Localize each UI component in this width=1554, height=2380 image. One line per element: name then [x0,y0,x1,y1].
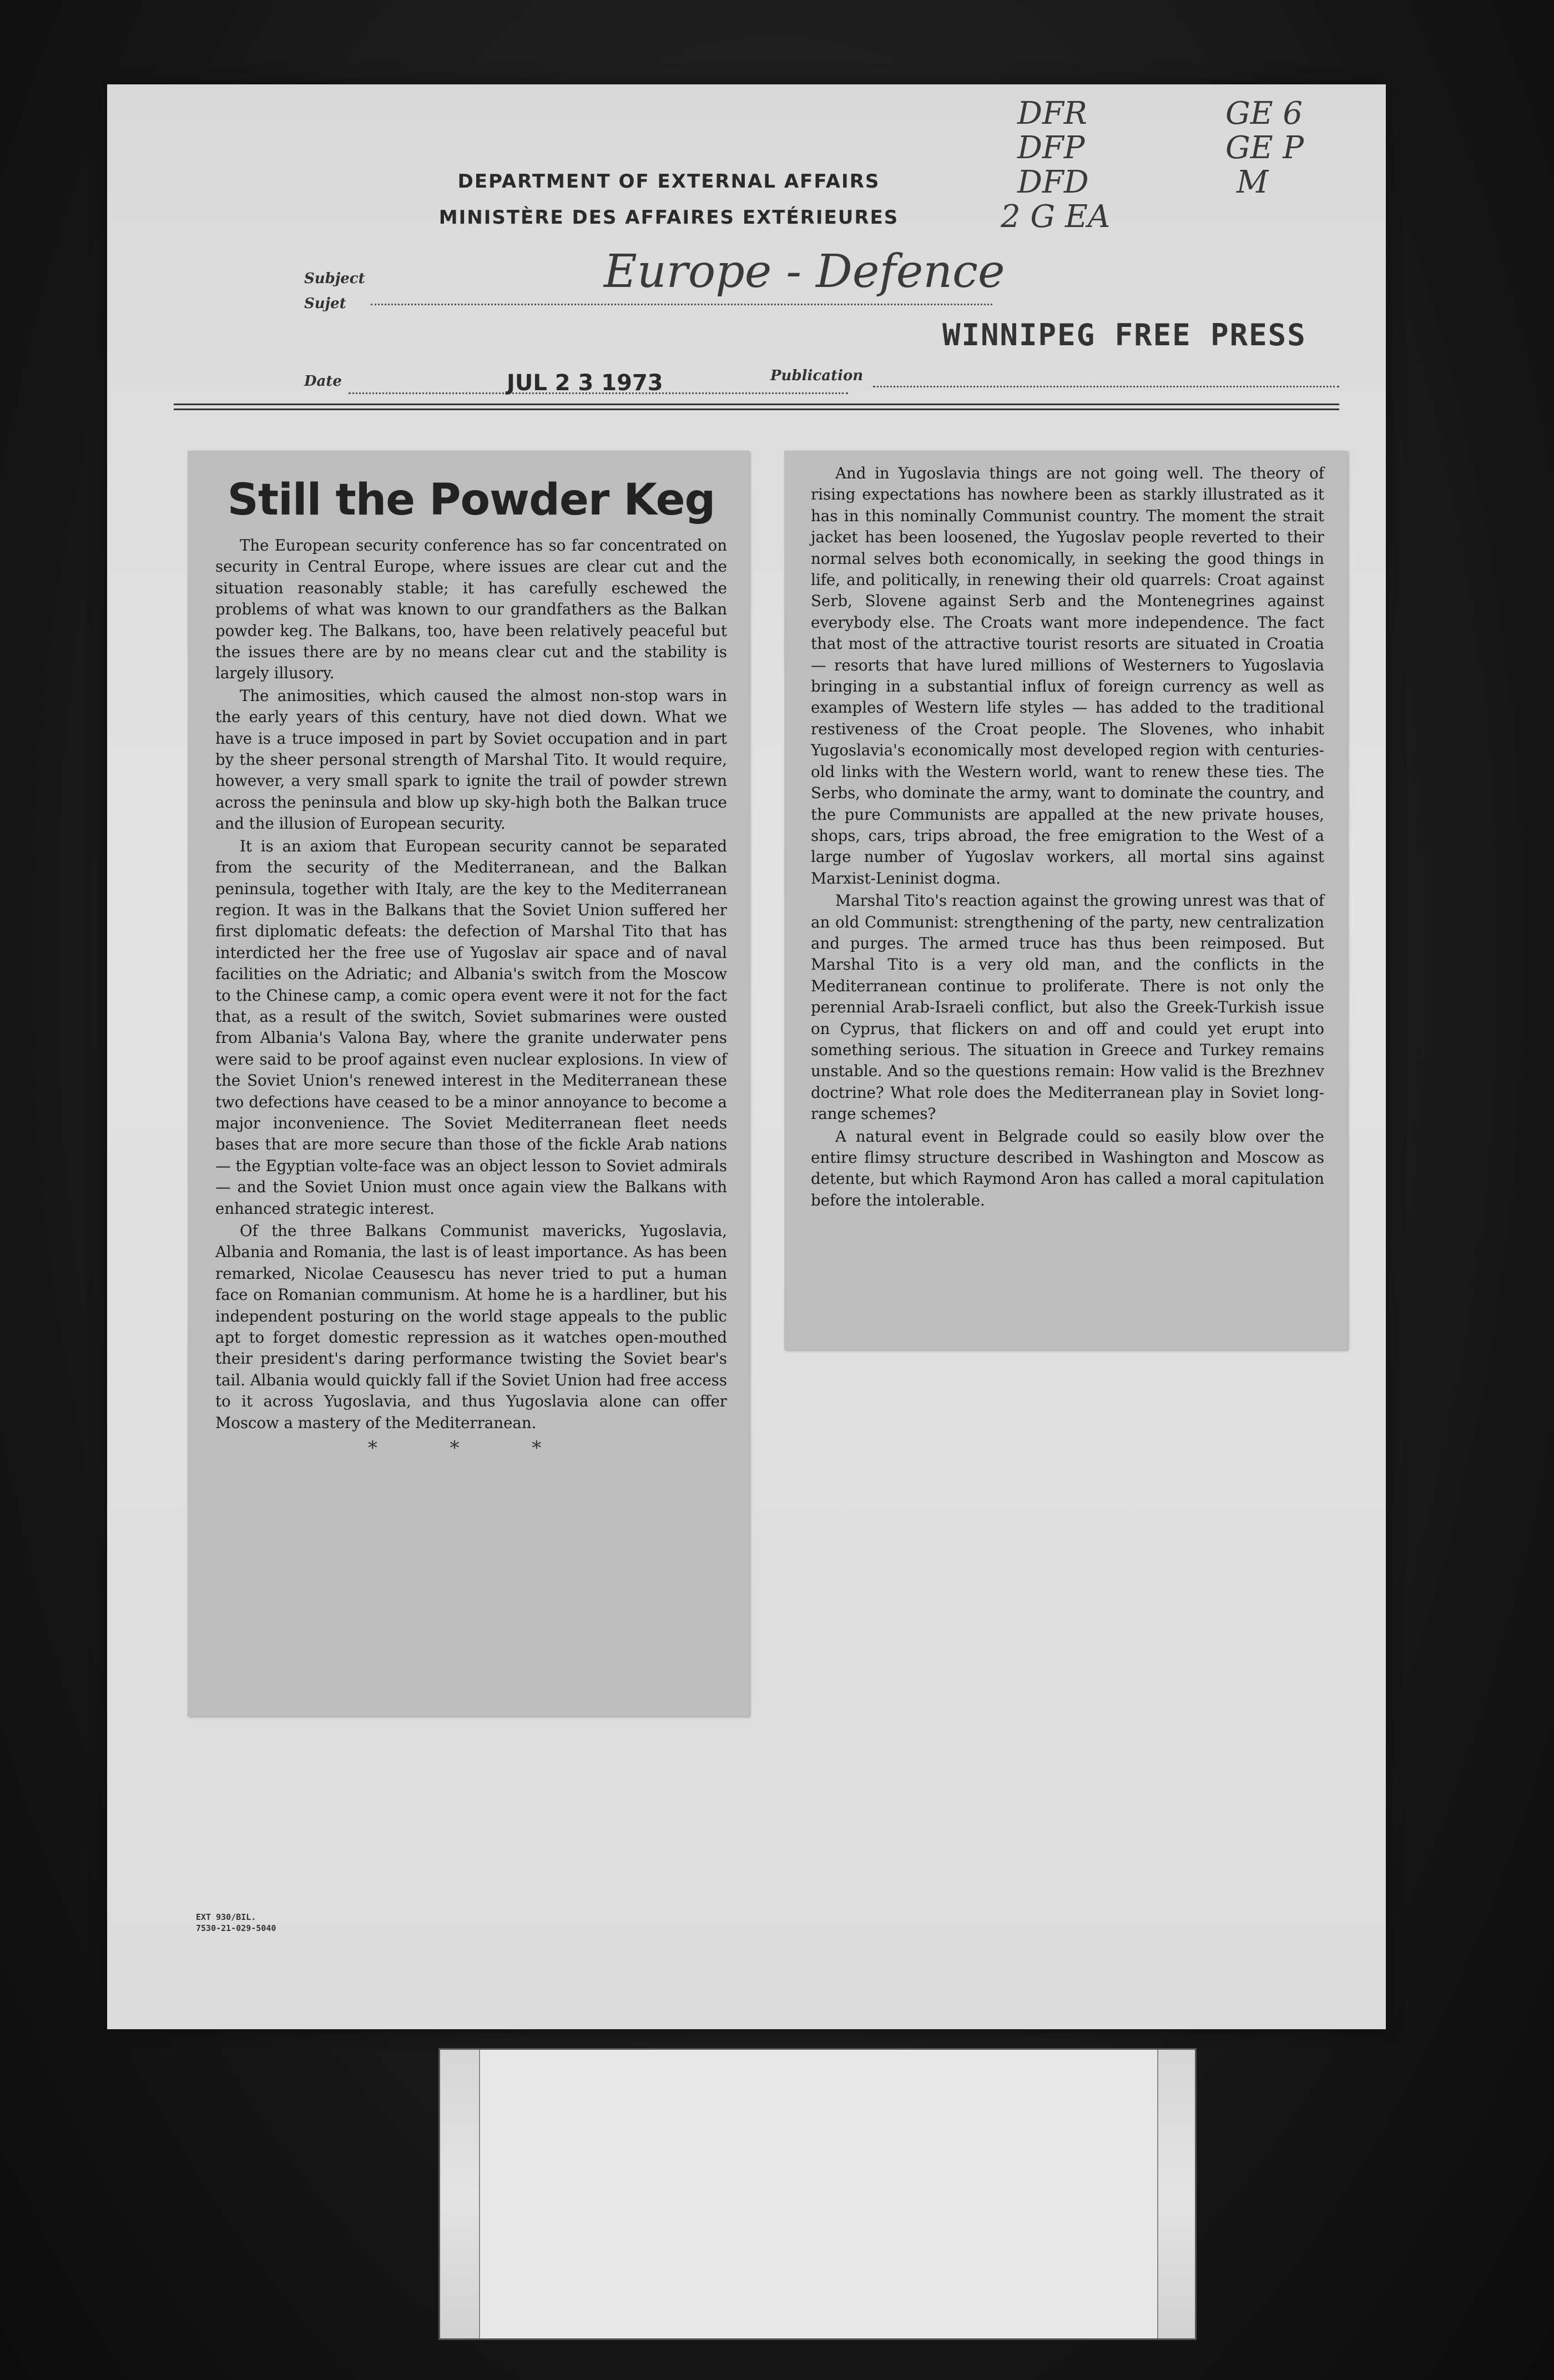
lower-card-holder [438,2048,1197,2340]
routing-code: GE 6 [1225,95,1303,132]
article-paragraph: And in Yugoslavia things are not going well. The theory of rising expectations has nowhere been as starkly illustrated as it has in this nominally Communist country. The moment the strait jacket has been loosened, the Yugoslav people reverted to their normal selves both economically, in seeking the good things in life, and politically, in renewing their old quarrels: Croat against Serb, Slovene against Serb and the Montenegrines against everybody else. The Croats want more independence. The fact that most of the attractive tourist resorts are situated in Croatia — resorts that have lured millions of Westerners to Yugoslavia bringing in a substantial influx of foreign currency as well as examples of Western life styles — has added to the traditional restiveness of the Croat people. The Slovenes, who inhabit Yugoslavia's economically most developed region with centuries-old links with the Western world, want to renew these ties. The Serbs, who dominate the army, want to dominate the country, and the pure Communists are appalled at the new private houses, shops, cars, trips abroad, the free emigration to the West of a large number of Yugoslav workers, all mortal sins against Marxist-Leninist dogma. [811,464,1324,888]
form-number [196,1912,276,1934]
article-paragraph: A natural event in Belgrade could so easily blow over the entire flimsy structure described in Washington and Moscow as detente, but which Raymond Aron has called a moral capitulation before the intolerable. [811,1127,1324,1209]
routing-code: DFP [1017,130,1085,166]
sujet-label: Sujet [304,295,346,312]
subject-line [371,304,992,305]
routing-code: 2 G EA [1001,199,1111,235]
routing-code: GE P [1225,130,1304,166]
article-paragraph: Marshal Tito's reaction against the growing unrest was that of an old Communist: strengthening of the party, new centralization and purges. The armed truce has thus been reimposed. But Marshal Tito is a very old man, and the conflicts in the Mediterranean continue to proliferate. There is not only the perennial Arab-Israeli conflict, but also the Greek-Turkish issue on Cyprus, that flickers on and off and could yet erupt into something serious. The situation in Greece and Turkey remains unstable. And so the questions remain: How valid is the Brezhnev doctrine? What role does the Mediterranean play in Soviet long-range schemes? [811,891,1324,1123]
card-holder-inner [479,2050,1158,2338]
section-break-stars: * * * [367,1437,575,1460]
article-paragraph: It is an axiom that European security cannot be separated from the security of the Mediterranean, and the Balkan peninsula, together with Italy, are the key to the Mediterranean region. It was in the Balkans that the Soviet Union suffered her first diplomatic defeats: the defection of Marshal Tito that has interdicted her the free use of Yugoslav air space and of naval facilities on the Adriatic; and Albania's switch from the Moscow to the Chinese camp, a comic opera event were it not for the fact that, as a result of the switch, Soviet submarines were ousted from Albania's Valona Bay, where the granite underwater pens were said to be proof against even nuclear explosions. In view of the Soviet Union's renewed interest in the Mediterranean these two defections have ceased to be a minor annoyance to become a major inconvenience. The Soviet Mediterranean fleet needs bases that are more secure than those of the fickle Arab nations — the Egyptian volte-face was an object lesson to Soviet admirals — and the Soviet Union must once again view the Balkans with enhanced strategic interest. [215,836,727,1218]
routing-codes-right [1225,97,1304,200]
article-paragraph: Of the three Balkans Communist mavericks, Yugoslavia, Albania and Romania, the last is of least importance. As has been remarked, Nicolae Ceausescu has never tried to put a human face on Romanian communism. At home he is a hardliner, but his independent posturing on the world stage appeals to the public apt to forget domestic repression as it watches open-mouthed their president's daring performance twisting the Soviet bear's tail. Albania would quickly fall if the Soviet Union had free access to it across Yugoslavia, and thus Yugoslavia alone can offer Moscow a mastery of the Mediterranean. [215,1222,727,1432]
department-name-french: MINISTÈRE DES AFFAIRES EXTÉRIEURES [438,206,899,229]
article-headline: Still the Powder Keg [227,475,715,525]
routing-codes-left [1001,95,1111,235]
subject-handwritten: Europe - Defence [604,245,1005,298]
publication-line [873,386,1339,387]
routing-code: M [1237,164,1269,200]
article-paragraph: The animosities, which caused the almost non-stop wars in the early years of this century, have not died down. What we have is a truce imposed in part by Soviet occupation and in part by the sheer personal strength of Marshal Tito. It would require, however, a very small spark to ignite the trail of powder strewn across the peninsula and blow up sky-high both the Balkan truce and the illusion of European security. [215,686,727,833]
publication-label: Publication [770,367,864,384]
date-label: Date [304,373,342,390]
routing-code: DFR [1017,95,1087,132]
form-number-line: EXT 930/BIL. [196,1912,256,1922]
date-stamp: JUL 2 3 1973 [507,370,663,396]
clipping-form-sheet [107,84,1386,2029]
header-rule [174,404,1339,410]
form-number-line: 7530-21-029-5040 [196,1923,276,1933]
department-name-english: DEPARTMENT OF EXTERNAL AFFAIRS [457,170,880,193]
article-paragraph: The European security conference has so far concentrated on security in Central Europe, where issues are clear cut and the situation reasonably stable; it has carefully eschewed the problems of what was known to our grandfathers as the Balkan powder keg. The Balkans, too, have been relatively peaceful but the issues there are by no means clear cut and the stability is largely illusory. [215,536,727,683]
newspaper-clipping-right [784,451,1348,1350]
subject-label: Subject [304,270,365,287]
publication-stamp: WINNIPEG FREE PRESS [942,317,1306,352]
routing-code: DFD [1017,164,1089,200]
newspaper-clipping-left [188,451,749,1716]
